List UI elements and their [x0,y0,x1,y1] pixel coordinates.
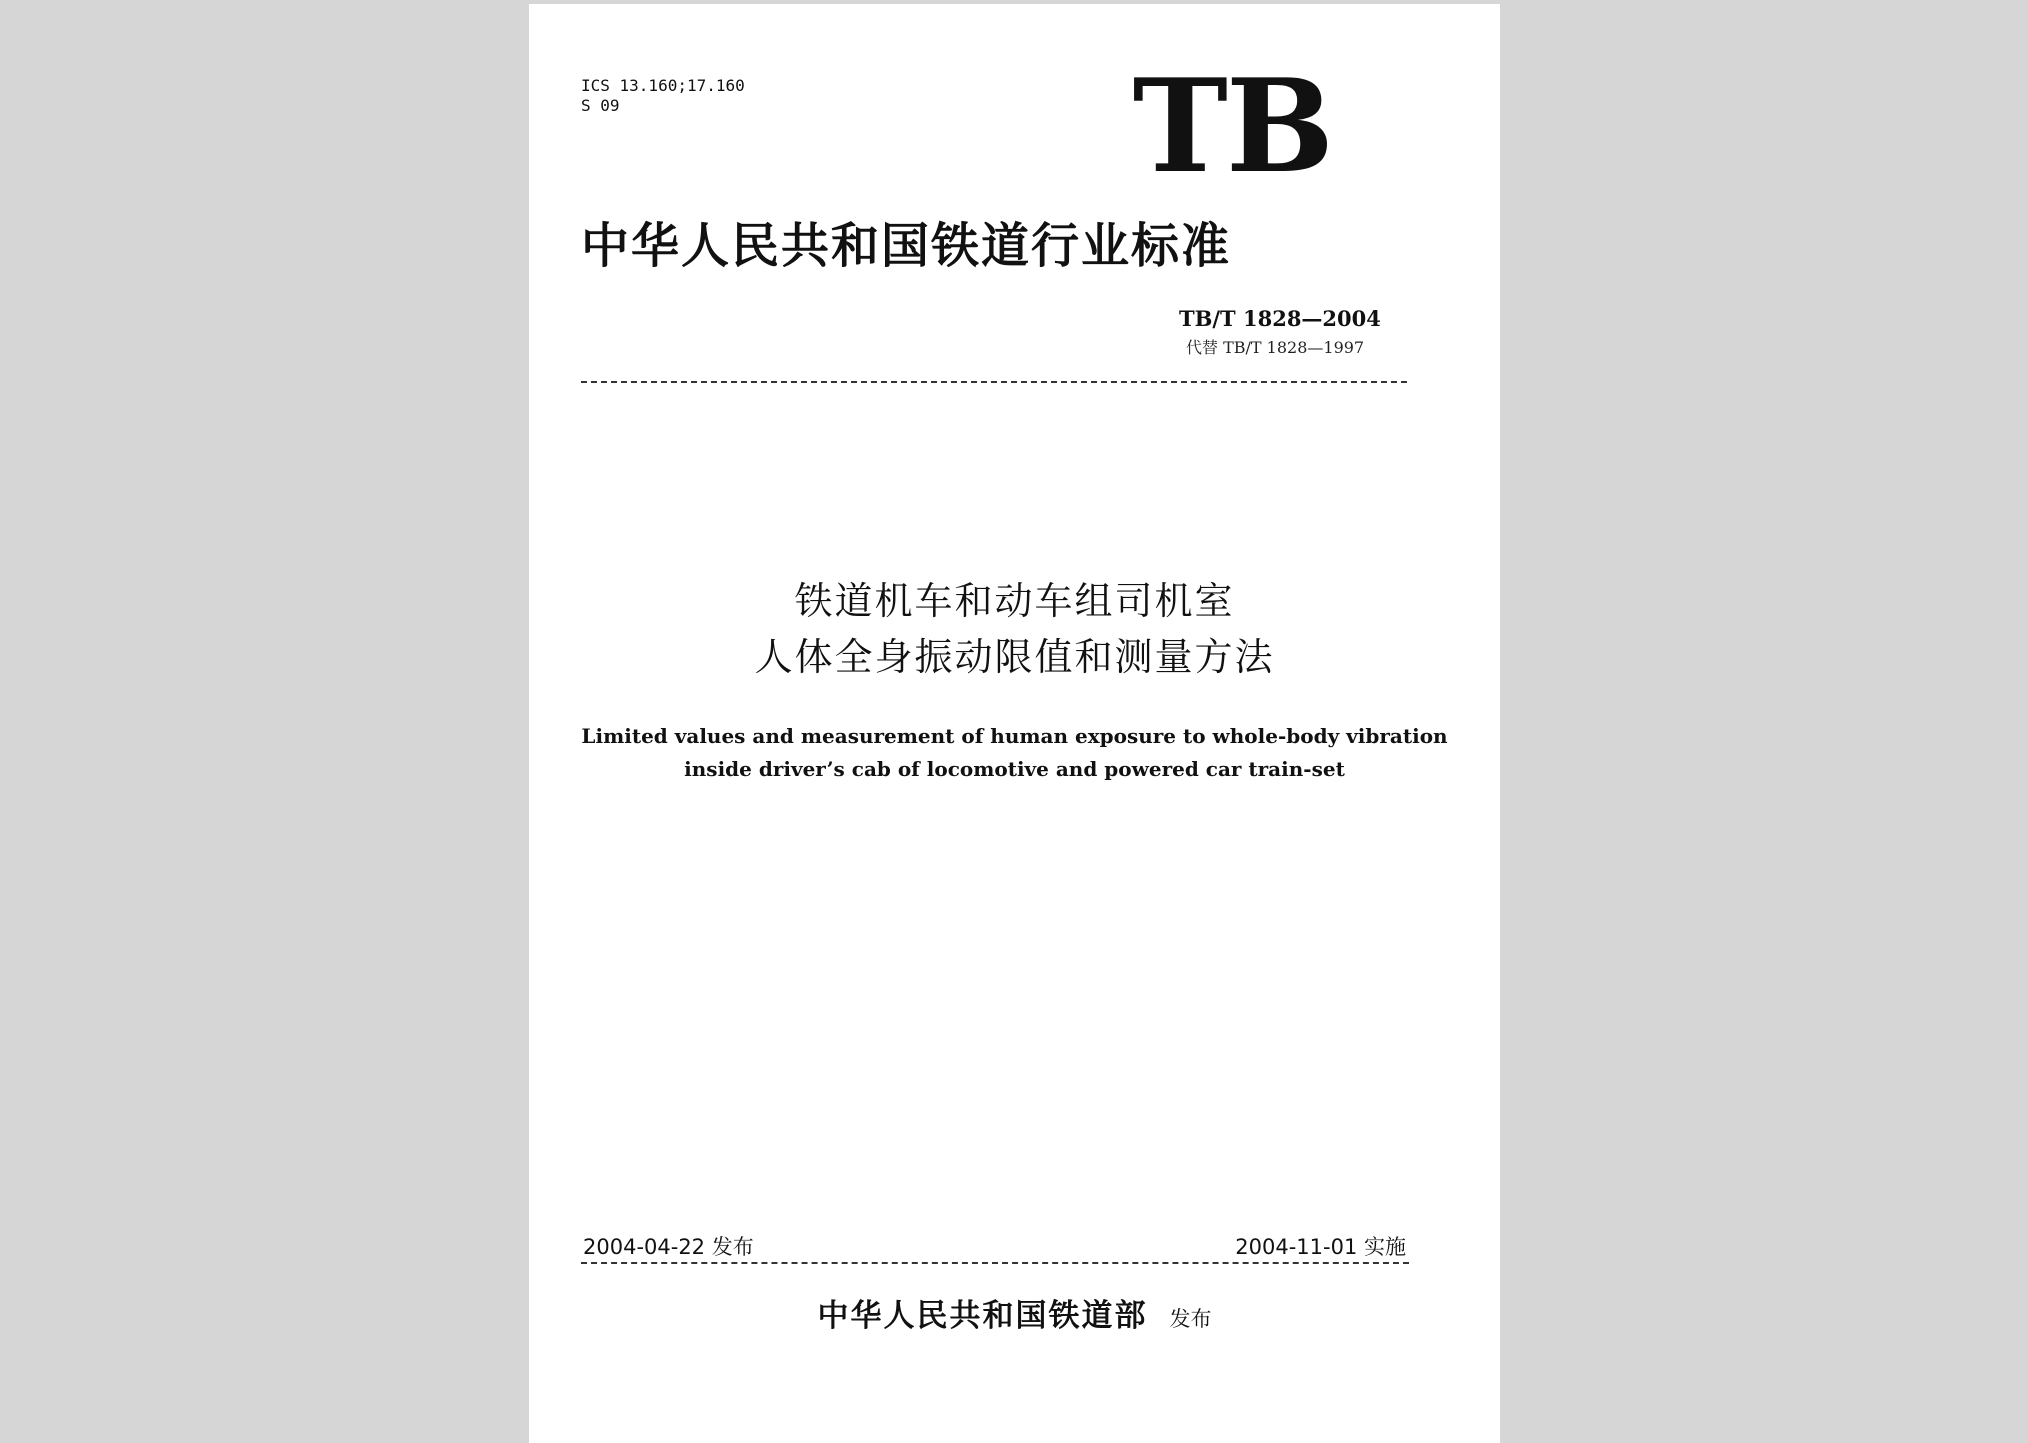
issuer-line [529,1294,1500,1338]
english-title-line-1: Limited values and measurement of human exposure to whole-body vibration [581,724,1448,748]
header-divider [581,381,1407,383]
effective-date: 2004-11-01 实施 [1235,1235,1406,1259]
chinese-title-line-2: 人体全身振动限值和测量方法 [754,635,1275,679]
tb-logo: TB [1132,52,1332,202]
standard-category-title: 中华人民共和国铁道行业标准 [581,218,1232,274]
issue-date: 2004-04-22 发布 [583,1235,754,1259]
chinese-title-line-1: 铁道机车和动车组司机室 [794,579,1235,623]
class-code: S 09 [581,96,620,115]
replaced-standard: 代替 TB/T 1828—1997 [1186,338,1365,357]
standard-number: TB/T 1828—2004 [1179,306,1381,331]
footer-divider [581,1262,1409,1264]
ics-code: ICS 13.160;17.160 [581,76,745,95]
issuer-name: 中华人民共和国铁道部 [817,1298,1148,1334]
english-title-line-2: inside driver’s cab of locomotive and powered car train-set [684,757,1345,781]
classification-block [581,76,745,116]
document-page [529,4,1500,1443]
issuer-suffix: 发布 [1169,1307,1212,1331]
